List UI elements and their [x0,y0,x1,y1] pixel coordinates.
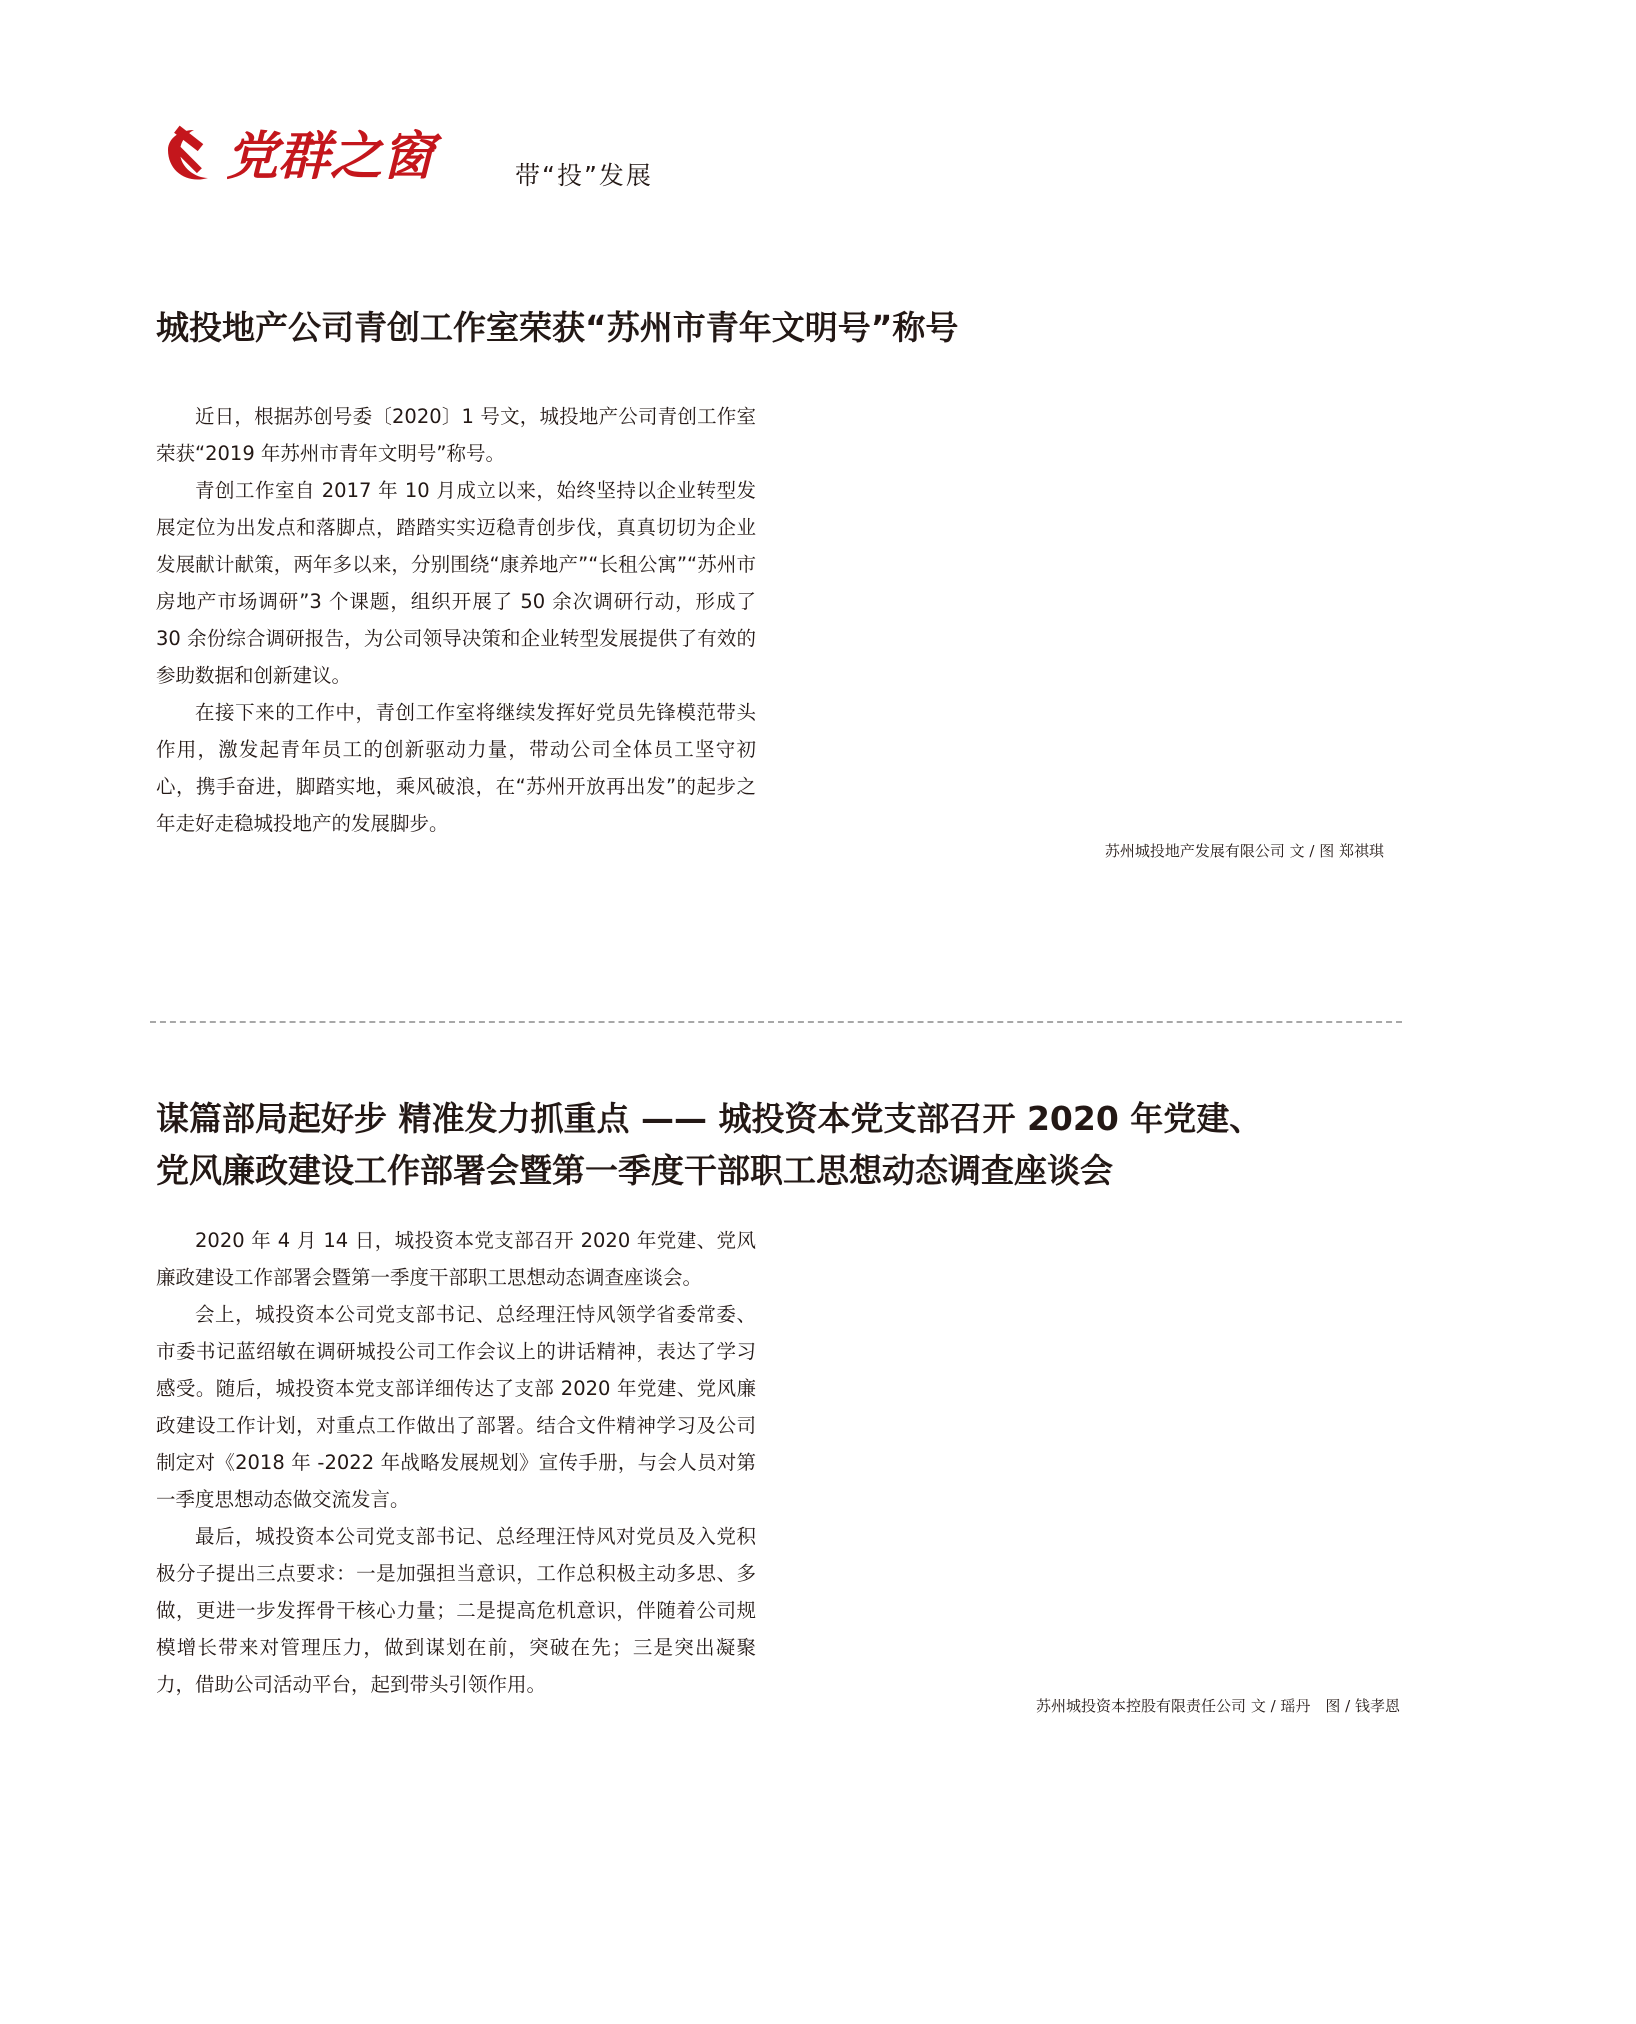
article-1-title: 城投地产公司青创工作室荣获“苏州市青年文明号”称号 [156,308,959,347]
article-1-paragraph: 近日，根据苏创号委〔2020〕1 号文，城投地产公司青创工作室荣获“2019 年苏州市青年文明号”称号。 [156,405,756,465]
article-2-paragraph: 会上，城投资本公司党支部书记、总经理汪恃风领学省委常委、市委书记蓝绍敏在调研城投公司工作会议上的讲话精神，表达了学习感受。随后，城投资本党支部详细传达了支部 2020 年党建、党风廉政建设工作计划，对重点工作做出了部署。结合文件精神学习及公司制定对《2018 年 -2022 年战略发展规划》宣传手册，与会人员对第一季度思想动态做交流发言。 [156,1303,756,1511]
article-2-paragraph: 2020 年 4 月 14 日，城投资本党支部召开 2020 年党建、党风廉政建设工作部署会暨第一季度干部职工思想动态调查座谈会。 [156,1229,756,1289]
party-column-logo [160,116,460,192]
article-2-title [156,1093,1262,1197]
article-1-body [156,398,756,842]
logo-text: 党群之窗 [226,126,435,187]
logo-graphic [160,116,460,192]
column-label: 带“投”发展 [515,161,653,190]
article-2-byline: 苏州城投资本控股有限责任公司 文 / 瑶丹 图 / 钱孝恩 [1036,1697,1400,1715]
article-1-byline: 苏州城投地产发展有限公司 文 / 图 郑祺琪 [1104,842,1384,860]
dashed-divider [150,1021,1402,1023]
article-2-title-line2: 党风廉政建设工作部署会暨第一季度干部职工思想动态调查座谈会 [156,1151,1113,1190]
hammer-sickle-icon [168,126,208,180]
article-1-paragraph: 青创工作室自 2017 年 10 月成立以来，始终坚持以企业转型发展定位为出发点和落脚点，踏踏实实迈稳青创步伐，真真切切为企业发展献计献策，两年多以来，分别围绕“康养地产”“长租公寓”“苏州市房地产市场调研”3 个课题，组织开展了 50 余次调研行动，形成了 30 余份综合调研报告，为公司领导决策和企业转型发展提供了有效的参助数据和创新建议。 [156,479,756,687]
article-1-paragraph: 在接下来的工作中，青创工作室将继续发挥好党员先锋模范带头作用，激发起青年员工的创新驱动力量，带动公司全体员工坚守初心，携手奋进，脚踏实地，乘风破浪，在“苏州开放再出发”的起步之年走好走稳城投地产的发展脚步。 [156,701,756,835]
article-2-paragraph: 最后，城投资本公司党支部书记、总经理汪恃风对党员及入党积极分子提出三点要求：一是加强担当意识，工作总积极主动多思、多做，更进一步发挥骨干核心力量；二是提高危机意识，伴随着公司规模增长带来对管理压力，做到谋划在前，突破在先；三是突出凝聚力，借助公司活动平台，起到带头引领作用。 [156,1525,756,1696]
article-2-title-line1: 谋篇部局起好步 精准发力抓重点 —— 城投资本党支部召开 2020 年党建、 [156,1099,1263,1138]
article-2-body [156,1222,756,1703]
